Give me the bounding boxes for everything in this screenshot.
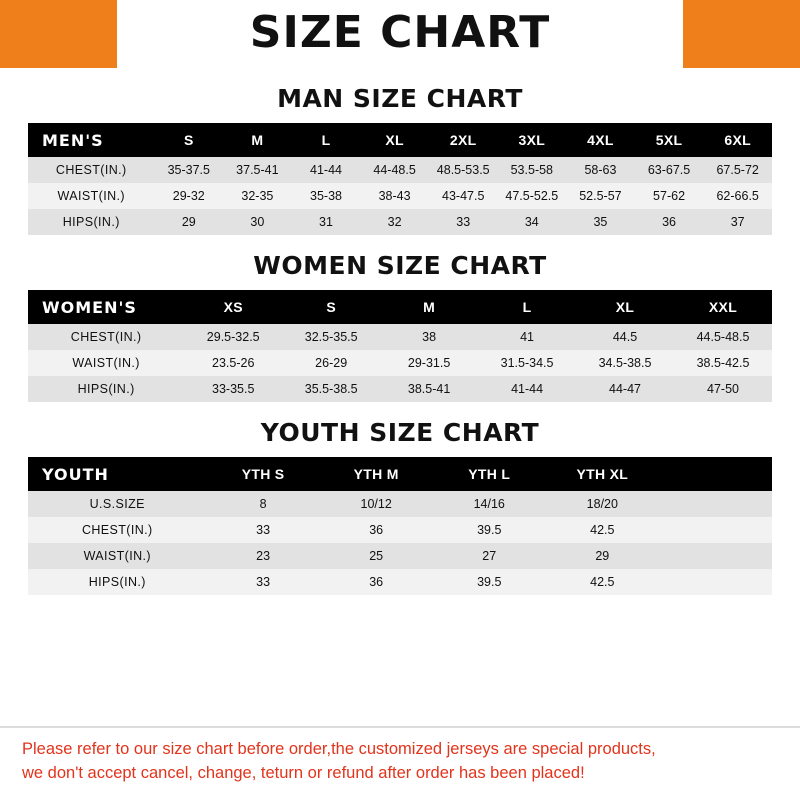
table-cell: 57-62 (635, 183, 704, 209)
column-header: XS (184, 290, 282, 324)
table-cell: 47-50 (674, 376, 772, 402)
table-cell: 48.5-53.5 (429, 157, 498, 183)
table-cell: 34.5-38.5 (576, 350, 674, 376)
youth-section-title: YOUTH SIZE CHART (260, 418, 540, 447)
men-size-table (28, 123, 772, 235)
table-cell: 38-43 (360, 183, 429, 209)
table-cell: 10/12 (320, 491, 433, 517)
youth-size-table (28, 457, 772, 595)
table-cell: 30 (223, 209, 292, 235)
footer-note (0, 726, 800, 800)
table-cell: 36 (320, 569, 433, 595)
table-cell: 25 (320, 543, 433, 569)
table-cell: 35-38 (292, 183, 361, 209)
column-header: YTH M (320, 457, 433, 491)
table-cell: 38.5-42.5 (674, 350, 772, 376)
table-header-row (28, 290, 772, 324)
row-label: WAIST(IN.) (28, 350, 184, 376)
column-header: 5XL (635, 123, 704, 157)
table-header-row (28, 457, 772, 491)
table-cell: 52.5-57 (566, 183, 635, 209)
table-cell: 41-44 (292, 157, 361, 183)
row-label: CHEST(IN.) (28, 324, 184, 350)
men-section (0, 84, 800, 235)
table-cell: 41-44 (478, 376, 576, 402)
table-cell: 41 (478, 324, 576, 350)
footer-note-line-1: Please refer to our size chart before order,the customized jerseys are special products, (22, 740, 656, 759)
table-cell: 43-47.5 (429, 183, 498, 209)
women-size-table (28, 290, 772, 402)
table-cell: 35-37.5 (154, 157, 223, 183)
table-cell-spacer (659, 491, 772, 517)
column-header: YOUTH (28, 457, 207, 491)
table-cell: 31 (292, 209, 361, 235)
table-cell: 33-35.5 (184, 376, 282, 402)
table-cell: 47.5-52.5 (498, 183, 567, 209)
table-cell-spacer (659, 517, 772, 543)
row-label: CHEST(IN.) (28, 157, 154, 183)
row-label: HIPS(IN.) (28, 376, 184, 402)
column-header: S (282, 290, 380, 324)
table-cell: 53.5-58 (498, 157, 567, 183)
table-cell: 23 (207, 543, 320, 569)
table-cell: 29.5-32.5 (184, 324, 282, 350)
table-row (28, 491, 772, 517)
column-header: XL (576, 290, 674, 324)
table-cell: 44-48.5 (360, 157, 429, 183)
table-cell: 26-29 (282, 350, 380, 376)
table-row (28, 376, 772, 402)
table-cell: 33 (429, 209, 498, 235)
row-label: CHEST(IN.) (28, 517, 207, 543)
footer-note-line-2: we don't accept cancel, change, teturn or refund after order has been placed! (22, 764, 585, 783)
men-section-title: MAN SIZE CHART (277, 84, 523, 113)
column-header: YTH L (433, 457, 546, 491)
table-cell: 38 (380, 324, 478, 350)
column-header: M (380, 290, 478, 324)
table-row (28, 324, 772, 350)
table-cell: 33 (207, 569, 320, 595)
women-section-title: WOMEN SIZE CHART (253, 251, 547, 280)
table-row (28, 209, 772, 235)
row-label: WAIST(IN.) (28, 543, 207, 569)
table-header-row (28, 123, 772, 157)
table-cell: 32-35 (223, 183, 292, 209)
table-cell: 18/20 (546, 491, 659, 517)
table-row (28, 543, 772, 569)
table-cell: 33 (207, 517, 320, 543)
table-cell: 32 (360, 209, 429, 235)
column-header: MEN'S (28, 123, 154, 157)
table-row (28, 569, 772, 595)
row-label: HIPS(IN.) (28, 569, 207, 595)
column-header: L (478, 290, 576, 324)
women-section (0, 251, 800, 402)
column-header: M (223, 123, 292, 157)
table-cell: 38.5-41 (380, 376, 478, 402)
table-row (28, 517, 772, 543)
table-cell: 27 (433, 543, 546, 569)
column-header: XXL (674, 290, 772, 324)
table-cell-spacer (659, 543, 772, 569)
table-cell: 44.5 (576, 324, 674, 350)
table-row (28, 157, 772, 183)
table-cell: 44.5-48.5 (674, 324, 772, 350)
column-header: XL (360, 123, 429, 157)
column-header: 6XL (703, 123, 772, 157)
table-cell: 62-66.5 (703, 183, 772, 209)
table-cell: 32.5-35.5 (282, 324, 380, 350)
column-header: 3XL (498, 123, 567, 157)
column-header: YTH S (207, 457, 320, 491)
table-cell: 39.5 (433, 569, 546, 595)
column-header: WOMEN'S (28, 290, 184, 324)
table-cell: 35 (566, 209, 635, 235)
table-cell: 67.5-72 (703, 157, 772, 183)
table-cell: 42.5 (546, 569, 659, 595)
header-banner-inner (117, 0, 683, 68)
table-cell: 36 (635, 209, 704, 235)
table-cell-spacer (659, 569, 772, 595)
column-header-spacer (659, 457, 772, 491)
table-cell: 37 (703, 209, 772, 235)
row-label: U.S.SIZE (28, 491, 207, 517)
table-row (28, 350, 772, 376)
table-cell: 36 (320, 517, 433, 543)
page-title: SIZE CHART (249, 6, 551, 58)
table-cell: 35.5-38.5 (282, 376, 380, 402)
column-header: 4XL (566, 123, 635, 157)
table-cell: 14/16 (433, 491, 546, 517)
table-cell: 29-31.5 (380, 350, 478, 376)
table-cell: 8 (207, 491, 320, 517)
header-banner (0, 0, 800, 68)
youth-section (0, 418, 800, 595)
table-cell: 29 (546, 543, 659, 569)
table-cell: 37.5-41 (223, 157, 292, 183)
column-header: L (292, 123, 361, 157)
table-cell: 39.5 (433, 517, 546, 543)
column-header: 2XL (429, 123, 498, 157)
table-cell: 34 (498, 209, 567, 235)
table-cell: 58-63 (566, 157, 635, 183)
table-cell: 31.5-34.5 (478, 350, 576, 376)
column-header: YTH XL (546, 457, 659, 491)
table-cell: 63-67.5 (635, 157, 704, 183)
column-header: S (154, 123, 223, 157)
row-label: HIPS(IN.) (28, 209, 154, 235)
table-cell: 42.5 (546, 517, 659, 543)
table-row (28, 183, 772, 209)
row-label: WAIST(IN.) (28, 183, 154, 209)
table-cell: 29 (154, 209, 223, 235)
table-cell: 44-47 (576, 376, 674, 402)
table-cell: 29-32 (154, 183, 223, 209)
table-cell: 23.5-26 (184, 350, 282, 376)
